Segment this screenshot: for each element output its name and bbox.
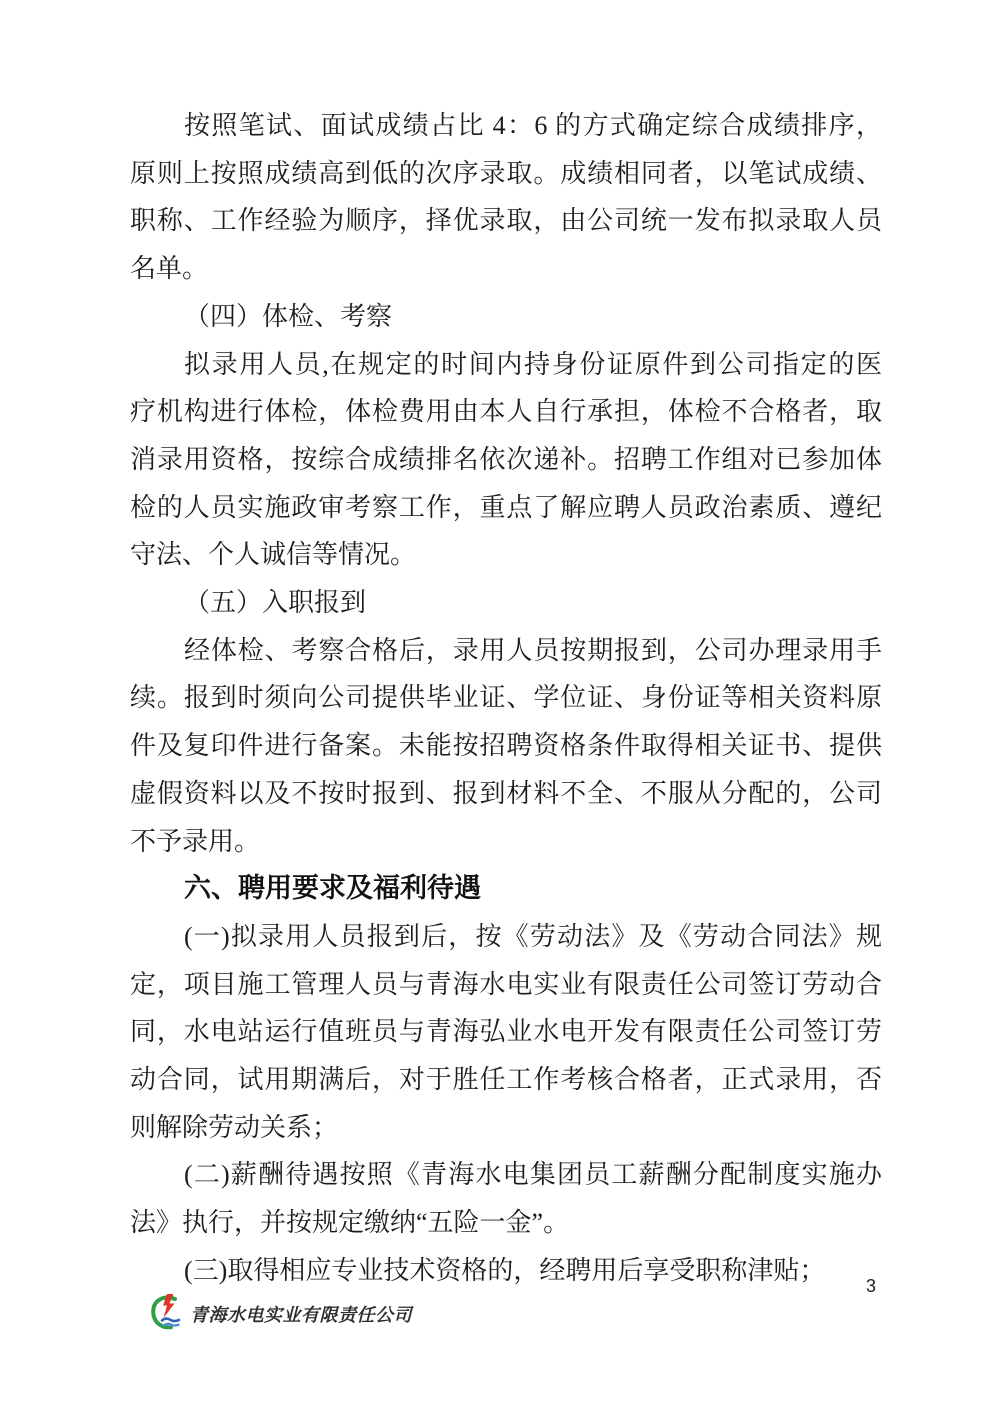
text-line: 检的人员实施政审考察工作，重点了解应聘人员政治素质、遵纪 [130,492,882,522]
heading-line: 六、聘用要求及福利待遇 [184,873,481,904]
text-line: 虚假资料以及不按时报到、报到材料不全、不服从分配的，公司 [130,778,882,808]
text-line: 同，水电站运行值班员与青海弘业水电开发有限责任公司签订劳 [130,1017,882,1047]
text-line: 续。报到时须向公司提供毕业证、学位证、身份证等相关资料原 [130,683,882,713]
text-line: 定，项目施工管理人员与青海水电实业有限责任公司签订劳动合 [130,969,882,999]
text-line: 法》执行，并按规定缴纳“五险一金”。 [130,1208,570,1238]
heading-line: （五）入职报到 [184,588,367,618]
page-number: 3 [866,1276,877,1296]
text-line: (三)取得相应专业技术资格的，经聘用后享受职称津贴； [184,1255,826,1285]
logo-crescent-shape [153,1297,175,1327]
text-line: 名单。 [130,254,209,284]
logo-wave-top-shape [162,1319,179,1322]
page-footer [150,1294,412,1331]
text-line: 原则上按照成绩高到低的次序录取。成绩相同者，以笔试成绩、 [130,158,882,188]
text-line: 则解除劳动关系； [130,1112,339,1142]
text-line: 职称、工作经验为顺序，择优录取，由公司统一发布拟录取人员 [130,206,882,236]
heading-line: （四）体检、考察 [184,301,393,331]
text-line: (一)拟录用人员报到后，按《劳动法》及《劳动合同法》规 [184,921,882,951]
text-line: 守法、个人诚信等情况。 [130,540,417,570]
text-line: 动合同，试用期满后，对于胜任工作考核合格者，正式录用，否 [130,1065,882,1095]
text-line: 经体检、考察合格后，录用人员按期报到，公司办理录用手 [184,635,882,665]
text-line: 不予录用。 [130,826,261,856]
text-line: 拟录用人员,在规定的时间内持身份证原件到公司指定的医 [184,349,882,379]
logo-wave-bottom-shape [164,1324,179,1326]
text-line: (二)薪酬待遇按照《青海水电集团员工薪酬分配制度实施办 [184,1160,882,1190]
company-logo-icon [150,1294,183,1331]
text-line: 件及复印件进行备案。未能按招聘资格条件取得相关证书、提供 [130,731,882,761]
company-name: 青海水电实业有限责任公司 [190,1305,412,1325]
text-line: 疗机构进行体检，体检费用由本人自行承担，体检不合格者，取 [130,397,882,427]
text-line: 消录用资格，按综合成绩排名依次递补。招聘工作组对已参加体 [130,444,882,474]
text-line: 按照笔试、面试成绩占比 4：6 的方式确定综合成绩排序， [184,111,882,140]
document-body [130,102,882,1295]
